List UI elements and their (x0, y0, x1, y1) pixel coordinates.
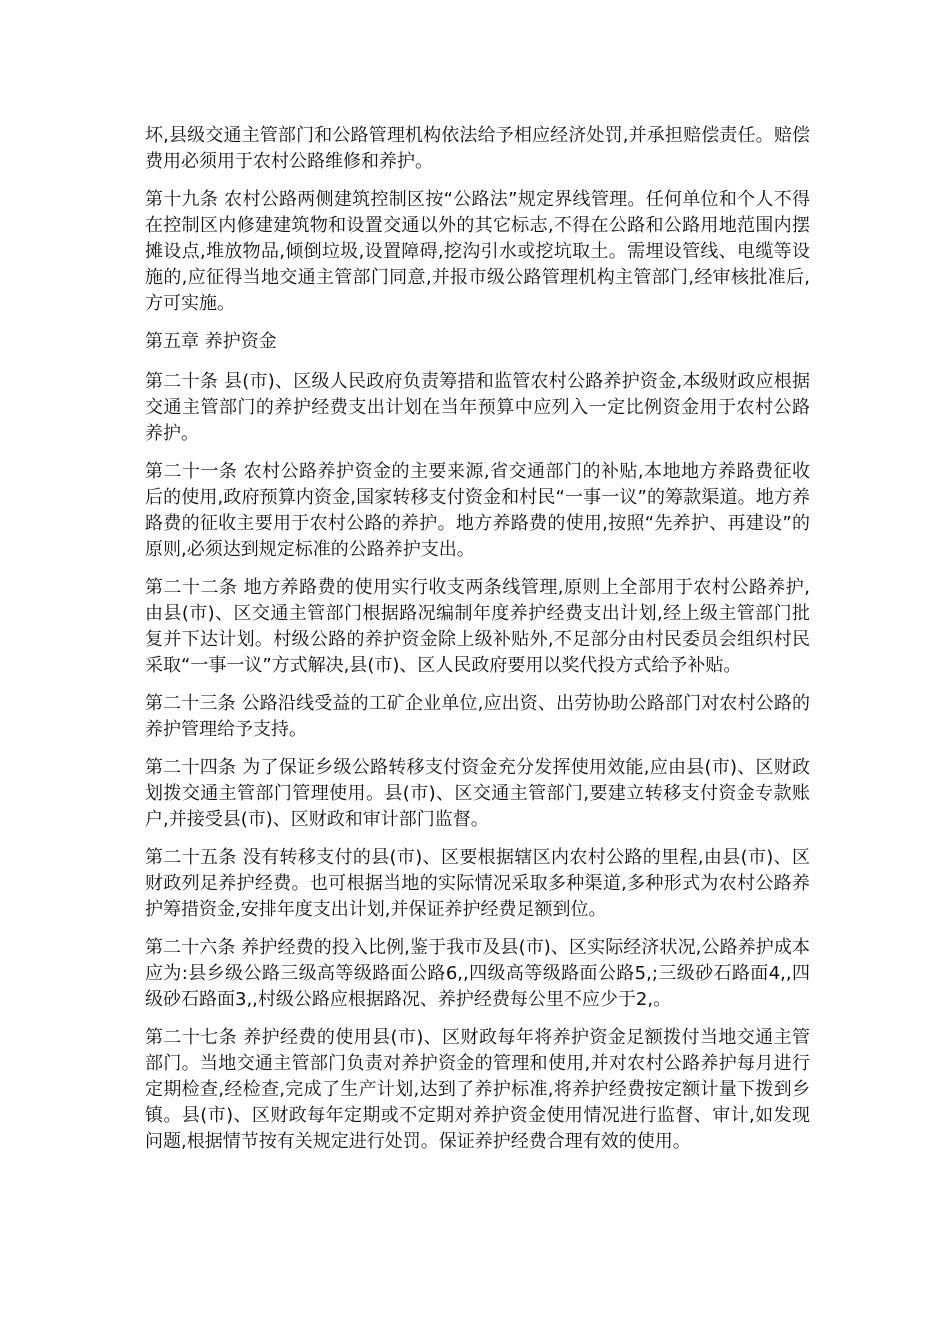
paragraph-article-26: 第二十六条 养护经费的投入比例,鉴于我市及县(市)、区实际经济状况,公路养护成本应为:县乡级公路三级高等级路面公路6,,四级高等级路面公路5,;三级砂石路面4,,四级砂石路面3,,村级公路应根据路况、养护经费每公里不应少于2,。 (145, 937, 810, 1010)
paragraph-article-19: 第十九条 农村公路两侧建筑控制区按“公路法”规定界线管理。任何单位和个人不得在控制区内修建建筑物和设置交通以外的其它标志,不得在公路和公路用地范围内摆摊设点,堆放物品,倾倒垃圾,设置障碍,挖沟引水或挖坑取土。需埋设管线、电缆等设施的,应征得当地交通主管部门同意,并报市级公路管理机构主管部门,经审核批准后,方可实施。 (145, 189, 810, 314)
paragraph-article-23: 第二十三条 公路沿线受益的工矿企业单位,应出资、出劳协助公路部门对农村公路的养护管理给予支持。 (145, 693, 810, 740)
document-page (145, 123, 810, 1167)
paragraph-article-27: 第二十七条 养护经费的使用县(市)、区财政每年将养护资金足额拨付当地交通主管部门。当地交通主管部门负责对养护资金的管理和使用,并对农村公路养护每月进行定期检查,经检查,完成了生产计划,达到了养护标准,将养护经费按定额计量下拨到乡镇。县(市)、区财政每年定期或不定期对养护资金使用情况进行监督、审计,如发现问题,根据情节按有关规定进行处罚。保证养护经费合理有效的使用。 (145, 1027, 810, 1152)
paragraph-article-21: 第二十一条 农村公路养护资金的主要来源,省交通部门的补贴,本地地方养路费征收后的使用,政府预算内资金,国家转移支付资金和村民“一事一议”的筹款渠道。地方养路费的征收主要用于农村公路的养护。地方养路费的使用,按照“先养护、再建设”的原则,必须达到规定标准的公路养护支出。 (145, 461, 810, 560)
paragraph-article-24: 第二十四条 为了保证乡级公路转移支付资金充分发挥使用效能,应由县(市)、区财政划拨交通主管部门管理使用。县(市)、区交通主管部门,要建立转移支付资金专款账户,并接受县(市)、区财政和审计部门监督。 (145, 757, 810, 830)
paragraph-article-22: 第二十二条 地方养路费的使用实行收支两条线管理,原则上全部用于农村公路养护,由县(市)、区交通主管部门根据路况编制年度养护经费支出计划,经上级主管部门批复并下达计划。村级公路的养护资金除上级补贴外,不足部分由村民委员会组织村民采取“一事一议”方式解决,县(市)、区人民政府要用以奖代投方式给予补贴。 (145, 577, 810, 676)
paragraph-article-25: 第二十五条 没有转移支付的县(市)、区要根据辖区内农村公路的里程,由县(市)、区财政列足养护经费。也可根据当地的实际情况采取多种渠道,多种形式为农村公路养护筹措资金,安排年度支出计划,并保证养护经费足额到位。 (145, 847, 810, 920)
chapter-5-heading: 第五章 养护资金 (145, 331, 277, 352)
paragraph-art18-continuation: 坏,县级交通主管部门和公路管理机构依法给予相应经济处罚,并承担赔偿责任。赔偿费用必须用于农村公路维修和养护。 (145, 125, 810, 172)
paragraph-article-20: 第二十条 县(市)、区级人民政府负责筹措和监管农村公路养护资金,本级财政应根据交通主管部门的养护经费支出计划在当年预算中应列入一定比例资金用于农村公路养护。 (145, 371, 810, 444)
